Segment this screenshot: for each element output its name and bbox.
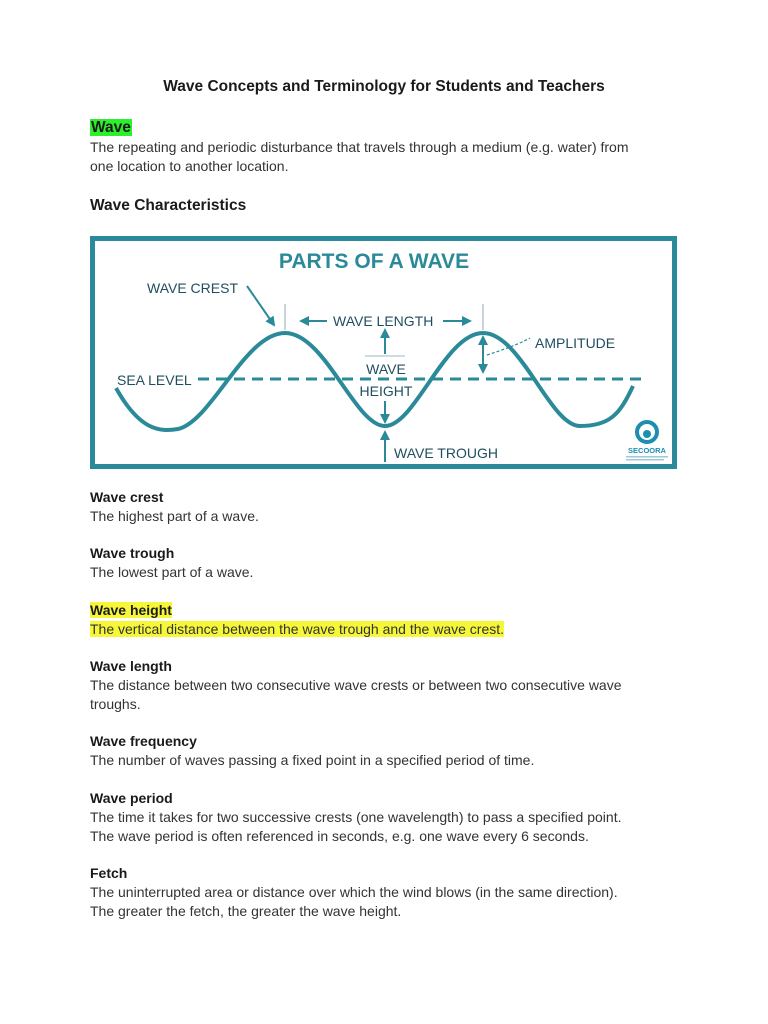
wave-trough-label: WAVE TROUGH (394, 445, 498, 461)
term-name: Wave frequency (90, 733, 197, 749)
term-name: Fetch (90, 865, 128, 881)
term-definition-line: troughs. (90, 696, 141, 712)
term-definition-line: The highest part of a wave. (90, 508, 259, 524)
logo-text: SECOORA (628, 446, 666, 455)
term-entry (90, 864, 690, 921)
parts-of-a-wave-diagram (90, 236, 677, 469)
wave-definition-line-2: one location to another location. (90, 158, 289, 174)
term-name: Wave trough (90, 545, 175, 561)
term-definition-line: The lowest part of a wave. (90, 564, 254, 580)
term-definition-line: The greater the fetch, the greater the wave height. (90, 903, 402, 919)
term-definition-line: The number of waves passing a fixed point in a specified period of time. (90, 752, 535, 768)
wave-diagram-svg (90, 236, 677, 469)
term-definition-line: The vertical distance between the wave trough and the wave crest. (90, 621, 505, 637)
term-entry (90, 488, 690, 526)
term-name: Wave length (90, 658, 172, 674)
amplitude-label: AMPLITUDE (535, 335, 616, 351)
term-definition-line: The time it takes for two successive crests (one wavelength) to pass a specified point. (90, 809, 622, 825)
section-heading: Wave Characteristics (90, 197, 247, 214)
term-definition-line: The distance between two consecutive wave crests or between two consecutive wave (90, 677, 622, 693)
document-title: Wave Concepts and Terminology for Students and Teachers (163, 78, 605, 95)
wave-term: Wave (91, 119, 131, 136)
term-entry (90, 732, 690, 770)
wave-height-label-1: WAVE (366, 361, 406, 377)
term-definition-line: The uninterrupted area or distance over which the wind blows (in the same direction). (90, 884, 618, 900)
term-entry (90, 657, 690, 714)
term-entry (90, 544, 690, 582)
wave-height-label-2: HEIGHT (359, 383, 413, 399)
term-name: Wave period (90, 790, 173, 806)
term-entry (90, 789, 690, 846)
term-name: Wave crest (90, 489, 164, 505)
term-name: Wave height (90, 602, 172, 618)
wave-crest-label: WAVE CREST (147, 280, 239, 296)
diagram-title: PARTS OF A WAVE (278, 250, 470, 273)
term-entry (90, 601, 690, 639)
term-definition-line: The wave period is often referenced in seconds, e.g. one wave every 6 seconds. (90, 828, 589, 844)
wave-definition-block (90, 118, 690, 176)
wave-definition-line-1: The repeating and periodic disturbance that travels through a medium (e.g. water) from (90, 139, 629, 155)
sea-level-label: SEA LEVEL (117, 372, 192, 388)
wave-length-label: WAVE LENGTH (333, 313, 434, 329)
